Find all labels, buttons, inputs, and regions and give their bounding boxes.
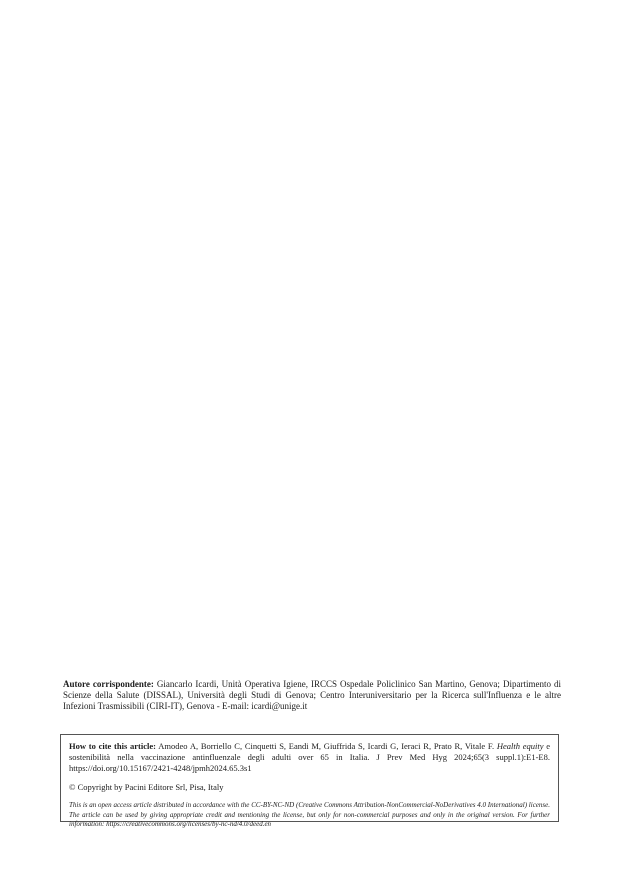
copyright-line: © Copyright by Pacini Editore Srl, Pisa, Italy bbox=[69, 782, 224, 793]
citation-title-italic: Health equity bbox=[496, 741, 544, 751]
citation-authors: Amodeo A, Borriello C, Cinquetti S, Eandi M, Giuffrida S, Icardi G, Ieraci R, Prato R, Vitale F. bbox=[156, 741, 497, 751]
license-paragraph: This is an open access article distributed in accordance with the CC-BY-NC-ND (Creative Commons Attribution-NonCommercial-NoDerivatives 4.0 International) license. The article can be used by giving appropriate credit and mentioning the license, but only for non-commercial purposes and only in the original version. For further information: https://creativecommons.org/licenses/by-nc-nd/4.0/deed.en bbox=[69, 801, 550, 828]
corresponding-author-label: Autore corrispondente: bbox=[63, 679, 154, 689]
citation-box bbox=[60, 734, 559, 828]
citation-label: How to cite this article: bbox=[69, 741, 156, 751]
citation-paragraph bbox=[69, 741, 550, 773]
corresponding-author-paragraph bbox=[63, 679, 561, 712]
corresponding-author-text: Giancarlo Icardi, Unità Operativa Igiene, IRCCS Ospedale Policlinico San Martino, Genova; Dipartimento di Scienze della Salute (DISSAL), Università degli Studi di Genova; Centro Interuniversitario per la Ricerca sull'Influenza e le altre Infezioni Trasmissibili (CIRI-IT), Genova - E-mail: icardi@unige.it bbox=[63, 679, 561, 711]
citation-title-rest: e sostenibilità nella vaccinazione antinfluenzale degli adulti over 65 in Italia. J Prev Med Hyg 2024;65(3 suppl.1):E1-E8. https://doi.org/10.15167/2421-4248/jpmh2024.65.3s1 bbox=[69, 741, 551, 773]
